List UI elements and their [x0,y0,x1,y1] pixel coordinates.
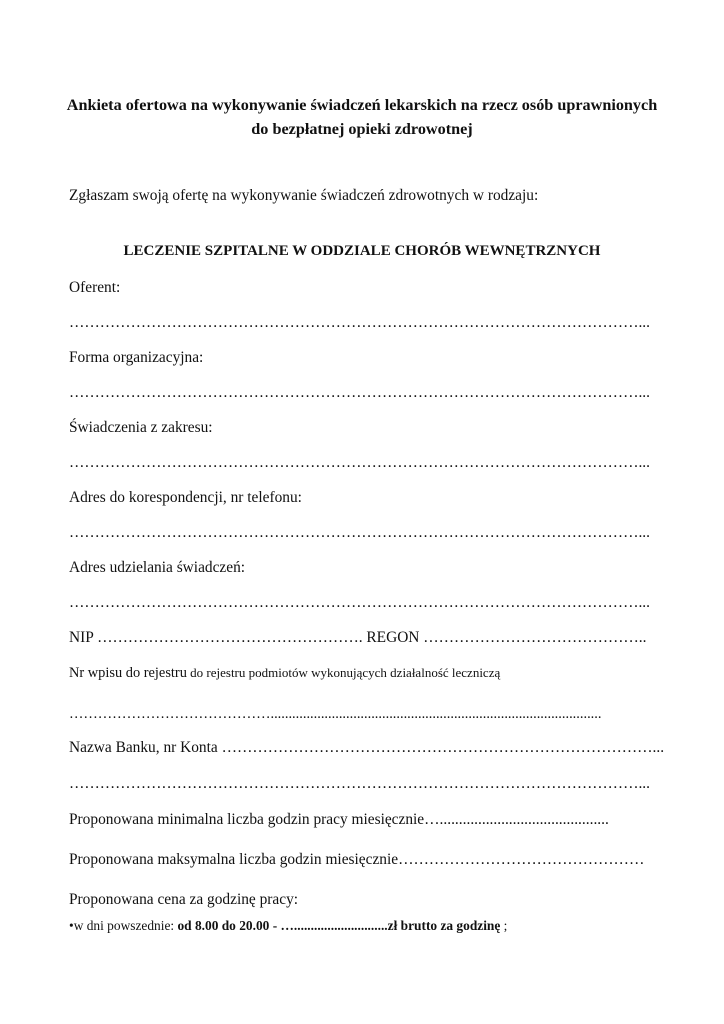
adres-udzielania-label: Adres udzielania świadczeń: [69,559,246,576]
forma-label: Forma organizacyjna: [69,349,204,366]
weekday-prefix: w dni powszednie: [73,918,178,933]
bank-fill-line: …………………………………………………………………………………………………... [69,775,650,792]
oferent-label: Oferent: [69,279,121,296]
forma-fill-line: …………………………………………………………………………………………………... [69,384,650,401]
weekday-suffix: ; [500,918,508,933]
adres-korespondencji-label: Adres do korespondencji, nr telefonu: [69,489,302,506]
bullet: • [69,918,74,933]
rejestr-fill-line: ……………………………………............................................................................................ [69,706,602,722]
service-category: LECZENIE SZPITALNE W ODDZIALE CHORÓB WEWNĘTRZNYCH [123,243,601,259]
weekday-hours: od 8.00 do 20.00 - …............................zł brutto za godzinę [177,918,501,933]
price-label: Proponowana cena za godzinę pracy: [69,891,299,908]
nip-regon-line: NIP ……………………………………………. REGON …………………………………….. [69,629,647,646]
weekday-price-line [69,918,507,934]
rejestr-label-a: Nr wpisu do rejestru [69,665,187,681]
document-title-line-1: Ankieta ofertowa na wykonywanie świadczeń lekarskich na rzecz osób uprawnionych [66,96,658,114]
bank-line: Nazwa Banku, nr Konta …………………………………………………………………………... [69,739,665,756]
swiadczenia-fill-line: …………………………………………………………………………………………………... [69,454,650,471]
adres-korespondencji-fill-line: …………………………………………………………………………………………………... [69,524,650,541]
oferent-fill-line: …………………………………………………………………………………………………... [69,314,650,331]
adres-udzielania-fill-line: …………………………………………………………………………………………………... [69,594,650,611]
swiadczenia-label: Świadczenia z zakresu: [69,419,213,436]
rejestr-label [69,664,500,682]
rejestr-label-b: do rejestru podmiotów wykonujących działalność leczniczą [186,665,501,680]
max-hours-line: Proponowana maksymalna liczba godzin miesięcznie………………………………………… [69,851,645,868]
intro-text: Zgłaszam swoją ofertę na wykonywanie świadczeń zdrowotnych w rodzaju: [69,187,539,204]
min-hours-line: Proponowana minimalna liczba godzin pracy miesięcznie…............................................ [69,811,609,828]
document-title-line-2: do bezpłatnej opieki zdrowotnej [251,120,473,138]
